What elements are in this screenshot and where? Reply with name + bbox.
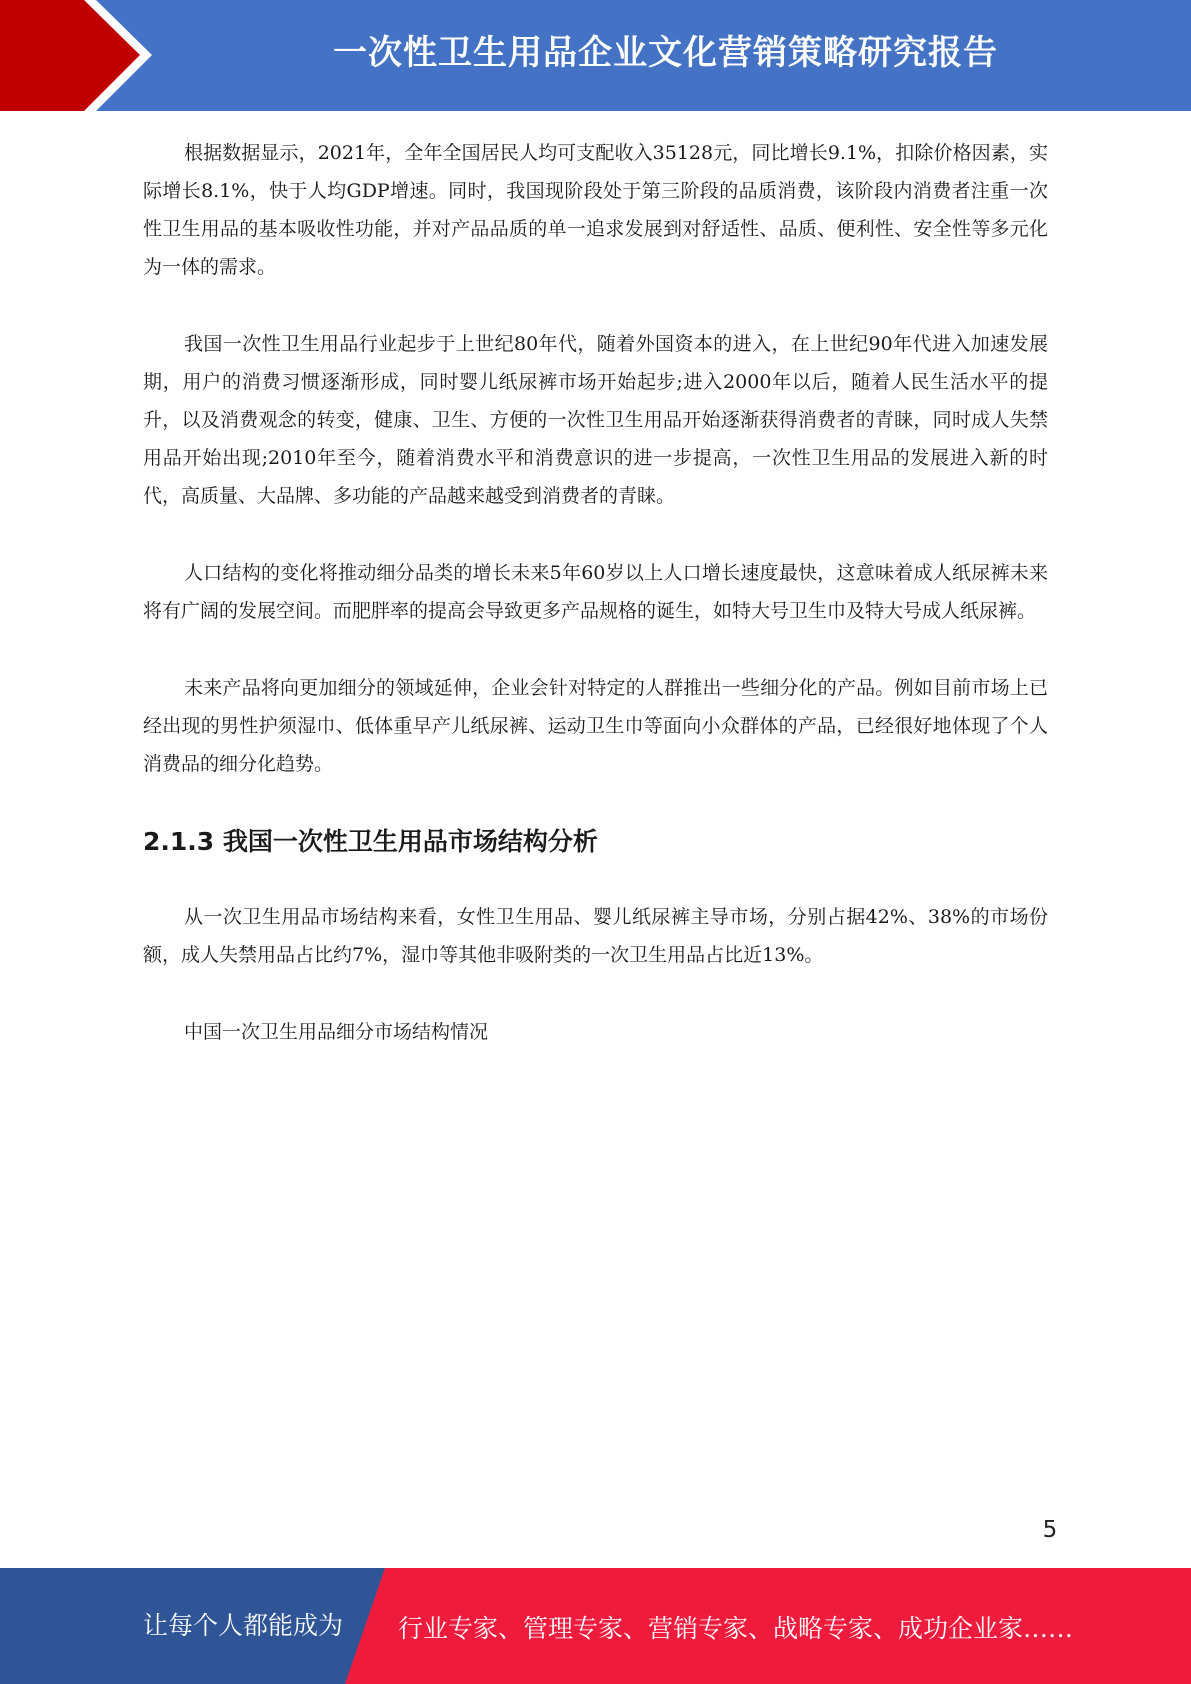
header-banner [0, 0, 1191, 111]
report-title: 一次性卫生用品企业文化营销策略研究报告 [333, 33, 998, 73]
paragraph-history: 我国一次性卫生用品行业起步于上世纪80年代，随着外国资本的进入，在上世纪90年代进入加速发展期，用户的消费习惯逐渐形成，同时婴儿纸尿裤市场开始起步;进入2000年以后，随着人民生活水平的提升，以及消费观念的转变，健康、卫生、方便的一次性卫生用品开始逐渐获得消费者的青睐，同时成人失禁用品开始出现;2010年至今，随着消费水平和消费意识的进一步提高，一次性卫生用品的发展进入新的时代，高质量、大品牌、多功能的产品越来越受到消费者的青睐。 [143, 333, 1048, 507]
footer-slogan-right: 行业专家、管理专家、营销专家、战略专家、成功企业家…… [398, 1614, 1074, 1643]
paragraph-population: 人口结构的变化将推动细分品类的增长未来5年60岁以上人口增长速度最快，这意味着成人纸尿裤未来将有广阔的发展空间。而肥胖率的提高会导致更多产品规格的诞生，如特大号卫生巾及特大号成人纸尿裤。 [143, 562, 1048, 622]
paragraph-segmentation: 未来产品将向更加细分的领域延伸，企业会针对特定的人群推出一些细分化的产品。例如目前市场上已经出现的男性护须湿巾、低体重早产儿纸尿裤、运动卫生巾等面向小众群体的产品，已经很好地体现了个人消费品的细分化趋势。 [143, 677, 1048, 775]
page-number: 5 [1042, 1517, 1058, 1543]
header-arrow-icon [0, 0, 140, 111]
footer-banner [0, 1568, 1191, 1684]
main-content [143, 134, 1048, 1051]
footer-slogan-left: 让每个人都能成为 [143, 1611, 344, 1640]
paragraph-market-structure: 从一次卫生用品市场结构来看，女性卫生用品、婴儿纸尿裤主导市场，分别占据42%、38%的市场份额，成人失禁用品占比约7%，湿巾等其他非吸附类的一次卫生用品占比近13%。 [143, 906, 1048, 966]
paragraph-income: 根据数据显示，2021年，全年全国居民人均可支配收入35128元，同比增长9.1%，扣除价格因素，实际增长8.1%，快于人均GDP增速。同时，我国现阶段处于第三阶段的品质消费，该阶段内消费者注重一次性卫生用品的基本吸收性功能，并对产品品质的单一追求发展到对舒适性、品质、便利性、安全性等多元化为一体的需求。 [143, 142, 1048, 278]
figure-caption: 中国一次卫生用品细分市场结构情况 [184, 1021, 489, 1043]
section-heading: 2.1.3 我国一次性卫生用品市场结构分析 [143, 827, 598, 856]
